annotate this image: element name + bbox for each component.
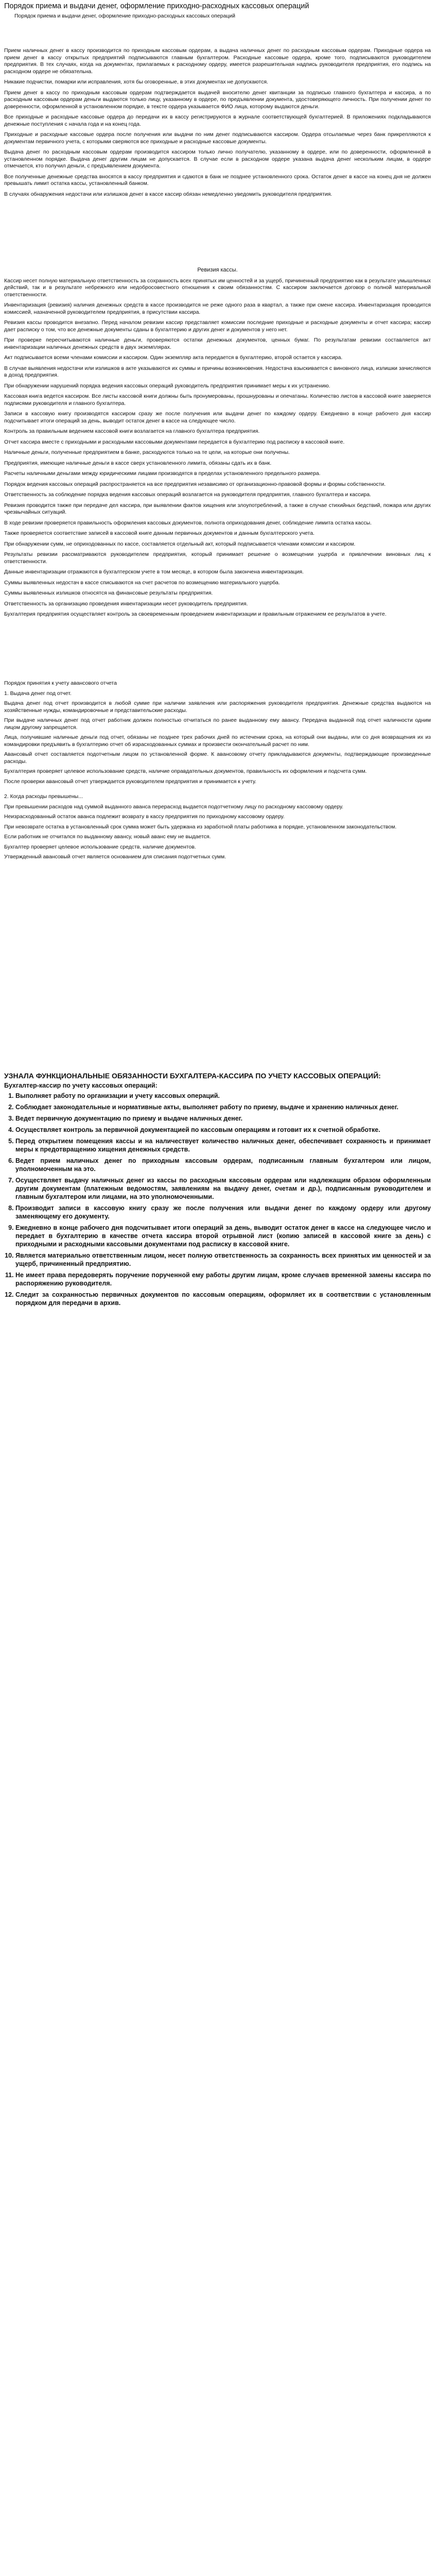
paragraph: Авансовый отчет составляется подотчетным лицом по установленной форме. К авансовому отчету прикладываются документы, подтверждающие произведенные расходы.: [4, 751, 431, 765]
duty-item: 6. Ведет прием наличных денег по приходным кассовым ордерам, подписанным главным бухгалтером или лицом, уполномоченным на это.: [15, 1157, 431, 1173]
paragraph: При обнаружении нарушений порядка ведения кассовых операций руководитель предприятия принимает меры к их устранению.: [4, 382, 330, 389]
duty-item: 5. Перед открытием помещения кассы и на наличествует количество наличных денег, обеспечивает сохранность и принимает меры к предотвращению хищения денежных средств.: [15, 1137, 431, 1154]
paragraph: Также проверяется соответствие записей в кассовой книге данным первичных документов и данным бухгалтерского учета.: [4, 530, 315, 536]
paragraph: Результаты ревизии рассматриваются руководителем предприятия, который принимает решение о возмещении ущерба и привлечении виновных лиц к ответственности.: [4, 551, 431, 565]
section-heading: Ревизия кассы.: [197, 267, 238, 273]
paragraph: Утвержденный авансовый отчет является основанием для списания подотчетных сумм.: [4, 854, 226, 860]
paragraph: После проверки авансовый отчет утверждается руководителем предприятия и принимается к учету.: [4, 778, 256, 785]
duty-item: 2. Соблюдает законодательные и нормативные акты, выполняет работу по приему, выдаче и хранению наличных денег.: [15, 1103, 431, 1111]
paragraph: Порядок ведения кассовых операций распространяется на все предприятия независимо от организационно-правовой формы и формы собственности.: [4, 481, 386, 487]
paragraph: Все полученные денежные средства вносятся в кассу предприятия и сдаются в банк не позднее установленного срока. Остаток денег в кассе на конец дня не должен превышать лимит остатка кассы, установленный банком.: [4, 173, 431, 187]
paragraph: Ответственность за соблюдение порядка ведения кассовых операций возлагается на руководителя предприятия, главного бухгалтера и кассира.: [4, 492, 371, 498]
section-cash-operations: [4, 47, 431, 201]
duty-item: 8. Производит записи в кассовую книгу сразу же после получения или выдачи денег по каждому ордеру или другому заменяющему его документу.: [15, 1204, 431, 1221]
paragraph: При обнаружении сумм, не оприходованных по кассе, составляется отдельный акт, который подписывается членами комиссии и кассиром.: [4, 540, 356, 547]
paragraph: 2. Когда расходы превышены...: [4, 793, 83, 800]
duties-list: [4, 1092, 431, 1307]
paragraph: Кассовая книга ведется кассиром. Все листы кассовой книги должны быть пронумерованы, прошнурованы и опечатаны. Количество листов в кассовой книге заверяется подписями руководителя и главного бухгалтера.: [4, 393, 431, 406]
paragraph: Неизрасходованный остаток аванса подлежит возврату в кассу предприятия по приходному кассовому ордеру.: [4, 814, 285, 820]
paragraph: Выдача денег по расходным кассовым ордерам производится кассиром только лично получателю, указанному в ордере, или по доверенности, оформленной в установленном порядке. Выдача денег другим лицам не допускается. В случае если в расходном ордере указана выдача денег нескольким лицам, в ордере отмечается, кто получил деньги, с предъявлением документа.: [4, 149, 431, 169]
duty-item: 3. Ведет первичную документацию по приему и выдаче наличных денег.: [15, 1114, 431, 1123]
duty-item: 1. Выполняет работу по организации и учету кассовых операций.: [15, 1092, 431, 1100]
duty-item: 7. Осуществляет выдачу наличных денег из кассы по расходным кассовым ордерам или надлежащим образом оформленным другим документам (платежным ведомостям, заявлениям на выдачу денег, счетам и др.), подписанным руководителем и главным бухгалтером или лицами, на это уполномоченными.: [15, 1176, 431, 1201]
paragraph: Выдача денег под отчет производится в любой сумме при наличии заявления или распоряжения руководителя предприятия. Денежные средства выдаются на хозяйственные нужды, командировочные и представительские расходы.: [4, 700, 431, 714]
section-cashier-duties: [4, 1072, 431, 1310]
section-cash-audit: [4, 267, 431, 622]
paragraph: Если работник не отчитался по выданному авансу, новый аванс ему не выдается.: [4, 834, 211, 840]
paragraph: Суммы выявленных излишков относятся на финансовые результаты предприятия.: [4, 590, 213, 596]
paragraph: При превышении расходов над суммой выданного аванса перерасход выдается подотчетному лицу по расходному кассовому ордеру.: [4, 803, 343, 810]
document-header: [0, 0, 436, 20]
paragraph: Контроль за правильным ведением кассовой книги возлагается на главного бухгалтера предприятия.: [4, 428, 260, 434]
paragraph: При проверке пересчитываются наличные деньги, проверяются остатки денежных документов, ценных бумаг. По результатам ревизии составляется акт инвентаризации наличных денежных средств в двух экземплярах.: [4, 337, 431, 350]
paragraph: Прием наличных денег в кассу производится по приходным кассовым ордерам, а выдача наличных денег по расходным кассовым ордерам. Приходные ордера на прием денег в кассу открытых предприятий подписываются главным бухгалтером. Расходные кассовые ордера, кроме того, подписываются руководителем предприятия. В тех случаях, когда на документах, прилагаемых к расходному ордеру, имеется разрешительная надпись руководителя предприятия, его подпись на расходном ордере не обязательна.: [4, 47, 431, 75]
spacer: [4, 788, 431, 793]
paragraph: Акт подписывается всеми членами комиссии и кассиром. Один экземпляр акта передается в бухгалтерию, второй остается у кассира.: [4, 354, 343, 361]
duty-item: 4. Осуществляет контроль за первичной документацией по кассовым операциям и готовит их к счетной обработке.: [15, 1126, 431, 1134]
paragraph: Суммы выявленных недостач в кассе списываются на счет расчетов по возмещению материального ущерба.: [4, 579, 280, 586]
paragraph: Никакие подчистки, помарки или исправления, хотя бы оговоренные, в этих документах не допускаются.: [4, 79, 268, 85]
duties-subheading: Бухгалтер-кассир по учету кассовых операций:: [4, 1082, 158, 1089]
section-advance-report: [4, 680, 431, 864]
paragraph: Предприятия, имеющие наличные деньги в кассе сверх установленного лимита, обязаны сдать их в банк.: [4, 460, 272, 466]
duty-item: 12. Следит за сохранностью первичных документов по кассовым операциям, оформляет их в соответствии с установленным порядком для передачи в архив.: [15, 1291, 431, 1307]
paragraph: Прием денег в кассу по приходным кассовым ордерам подтверждается выдачей вносителю денег квитанции за подписью главного бухгалтера и кассира, а по расходным кассовым ордерам деньги выдаются только лицу, указанному в ордере, по предъявлении документа, удостоверяющего личность. При получении денег по доверенности, оформленной в установленном порядке, в тексте ордера указывается ФИО лица, которому выдаются деньги.: [4, 89, 431, 110]
paragraph: Приходные и расходные кассовые ордера после получения или выдачи по ним денег подписываются кассиром. Ордера отсылаемые через банк прикрепляются к документам первичного учета, с которыми сверяются все приходные и расходные кассовые документы.: [4, 131, 431, 145]
paragraph: Записи в кассовую книгу производятся кассиром сразу же после получения или выдачи денег по каждому ордеру. Ежедневно в конце рабочего дня кассир подсчитывает итоги операций за день, выводит остаток денег в кассе на следующее число.: [4, 411, 431, 424]
paragraph: Данные инвентаризации отражаются в бухгалтерском учете в том месяце, в котором была закончена инвентаризация.: [4, 569, 304, 575]
duties-heading: УЗНАЛА ФУНКЦИОНАЛЬНЫЕ ОБЯЗАННОСТИ БУХГАЛТЕРА-КАССИРА ПО УЧЕТУ КАССОВЫХ ОПЕРАЦИЙ:: [4, 1072, 381, 1080]
paragraph: При невозврате остатка в установленный срок сумма может быть удержана из заработной платы работника в порядке, установленном законодательством.: [4, 823, 397, 830]
duty-item: 11. Не имеет права передоверять поручение порученной ему работы другим лицам, кроме случаев временной замены кассира по распоряжению руководителя.: [15, 1271, 431, 1287]
paragraph: Ревизия проводится также при передаче дел кассира, при выявлении фактов хищения или злоупотреблений, а также в случае стихийных бедствий, пожара или других чрезвычайных ситуаций.: [4, 502, 431, 515]
paragraph: Лица, получившие наличные деньги под отчет, обязаны не позднее трех рабочих дней по истечении срока, на который они выданы, или со дня возвращения их из командировки предъявить в бухгалтерию отчет об израсходованных суммах и произвести окончательный расчет по ним.: [4, 734, 431, 748]
paragraph: Отчет кассира вместе с приходными и расходными кассовыми документами передается в бухгалтерию под расписку в кассовой книге.: [4, 438, 345, 445]
paragraph: Все приходные и расходные кассовые ордера до передачи их в кассу регистрируются в журнале соответствующей бухгалтерией. В приложениях подкладываются денежные поступления с начала года и на конец года.: [4, 114, 431, 127]
section-heading: Порядок принятия к учету авансового отчета: [4, 680, 117, 686]
paragraph: В случаях обнаружения недостачи или излишков денег в кассе кассир обязан немедленно уведомить руководителя предприятия.: [4, 191, 333, 197]
paragraph: Расчеты наличными деньгами между юридическими лицами производятся в пределах установленного предельного размера.: [4, 470, 321, 477]
duty-item: 10. Является материально ответственным лицом, несет полную ответственность за сохранность всех принятых им ценностей и за ущерб, причиненный предприятию.: [15, 1251, 431, 1268]
paragraph: Ответственность за организацию проведения инвентаризации несет руководитель предприятия.: [4, 600, 248, 607]
paragraph: При выдаче наличных денег под отчет работник должен полностью отчитаться по ранее выданному ему авансу. Передача выданной под отчет наличности одним лицом другому запрещается.: [4, 717, 431, 731]
paragraph: Бухгалтерия предприятия осуществляет контроль за своевременным проведением инвентаризации и правильным отражением ее результатов в учете.: [4, 611, 387, 617]
paragraph: Кассир несет полную материальную ответственность за сохранность всех принятых им ценностей и за ущерб, причиненный предприятию как в результате умышленных действий, так и в результате небрежного или недобросовестного отношения к своим обязанностям. С кассиром заключается договор о полной материальной ответственности.: [4, 277, 431, 298]
paragraph: Ревизия кассы проводится внезапно. Перед началом ревизии кассир представляет комиссии последние приходные и расходные документы и отчет кассира; кассир дает расписку о том, что все денежные документы сданы в бухгалтерию и других денег и документов у него нет.: [4, 319, 431, 333]
paragraph: 1. Выдача денег под отчет.: [4, 690, 72, 697]
paragraph: В ходе ревизии проверяется правильность оформления кассовых документов, полнота оприходования денег, соблюдение лимита остатка кассы.: [4, 519, 372, 526]
paragraph: Бухгалтерия проверяет целевое использование средств, наличие оправдательных документов, правильность их оформления и подсчета сумм.: [4, 768, 367, 774]
page-title: Порядок приема и выдачи денег, оформление приходно-расходных кассовых операций: [4, 2, 309, 10]
paragraph: Наличные деньги, полученные предприятием в банке, расходуются только на те цели, на которые они получены.: [4, 449, 290, 455]
paragraph: Инвентаризация (ревизия) наличия денежных средств в кассе производится не реже одного раза в квартал, а также при смене кассира. Инвентаризация проводится комиссией, назначенной руководителем предприятия, в присутствии кассира.: [4, 302, 431, 315]
page-subtitle: Порядок приема и выдачи денег, оформление приходно-расходных кассовых операций: [14, 13, 236, 19]
paragraph: В случае выявления недостачи или излишков в акте указываются их суммы и причины возникновения. Недостача взыскивается с виновного лица, излишки зачисляются в доход предприятия.: [4, 365, 431, 378]
duty-item: 9. Ежедневно в конце рабочего дня подсчитывает итоги операций за день, выводит остаток денег в кассе на следующее число и передает в бухгалтерию в качестве отчета кассира второй отрывной лист (копию записей в кассовой книге за день) с приходными и расходными кассовыми документами под расписку в кассовой книге.: [15, 1224, 431, 1248]
paragraph: Бухгалтер проверяет целевое использование средств, наличие документов.: [4, 843, 196, 850]
